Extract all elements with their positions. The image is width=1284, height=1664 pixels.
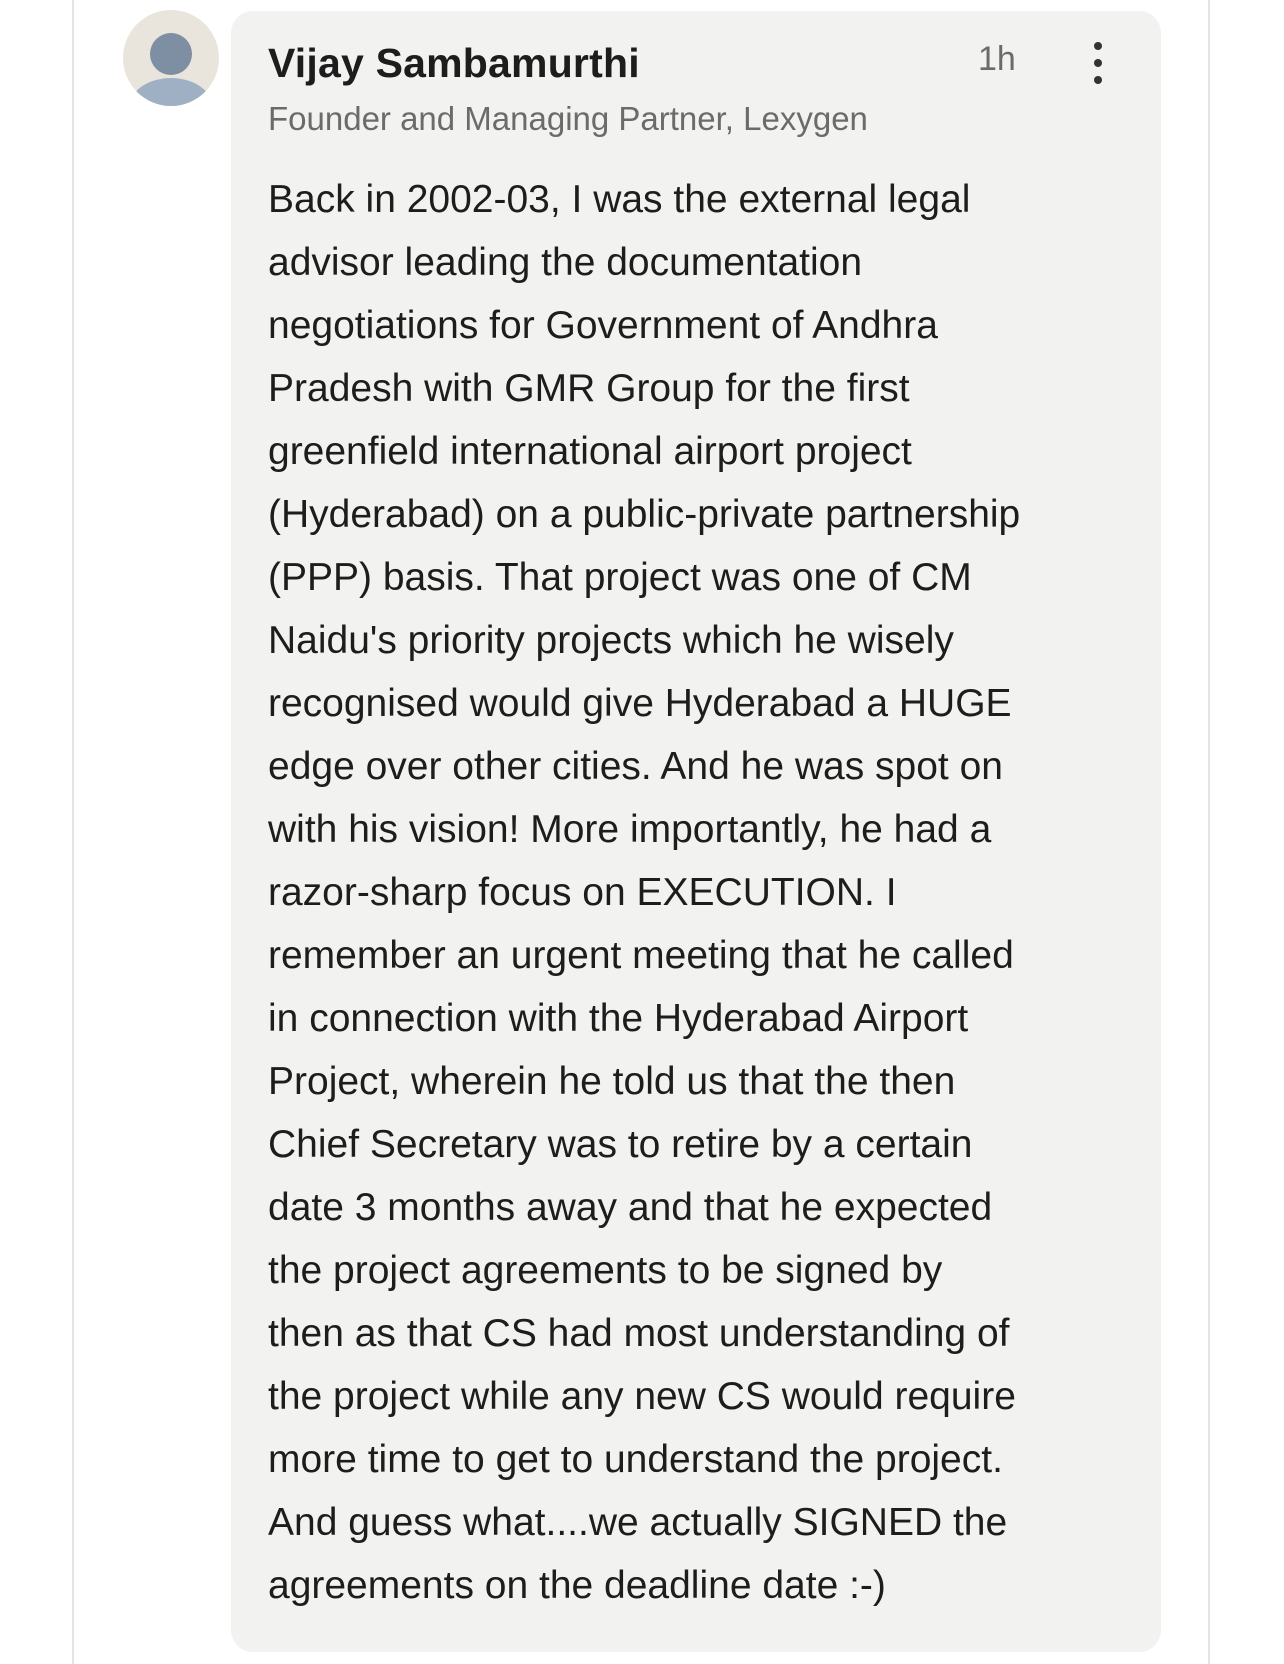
comment-line: Chief Secretary was to retire by a certain bbox=[268, 1123, 973, 1166]
comment-line: remember an urgent meeting that he called bbox=[268, 934, 1014, 977]
left-frame-border bbox=[72, 0, 74, 1664]
comment-line: greenfield international airport project bbox=[268, 430, 912, 473]
author-name[interactable]: Vijay Sambamurthi bbox=[268, 40, 640, 86]
comment-line: in connection with the Hyderabad Airport bbox=[268, 997, 969, 1040]
comment-line: Naidu's priority projects which he wisely bbox=[268, 619, 954, 662]
comment-line: razor-sharp focus on EXECUTION. I bbox=[268, 871, 897, 914]
default-person-icon bbox=[123, 10, 219, 106]
avatar[interactable] bbox=[123, 10, 219, 106]
comment-line: the project agreements to be signed by bbox=[268, 1249, 943, 1292]
comment-line: date 3 months away and that he expected bbox=[268, 1186, 993, 1229]
comment-line: more time to get to understand the project. bbox=[268, 1438, 1003, 1481]
comment-line: Pradesh with GMR Group for the first bbox=[268, 367, 910, 410]
comment-line: then as that CS had most understanding of bbox=[268, 1312, 1010, 1355]
comment-line: Back in 2002-03, I was the external legal bbox=[268, 178, 971, 221]
comment-line: And guess what....we actually SIGNED the bbox=[268, 1501, 1008, 1544]
comment-line: (PPP) basis. That project was one of CM bbox=[268, 556, 972, 599]
more-vertical-icon-dot bbox=[1094, 76, 1102, 84]
comment-line: recognised would give Hyderabad a HUGE bbox=[268, 682, 1012, 725]
comment-line: agreements on the deadline date :-) bbox=[268, 1564, 886, 1607]
comment-line: with his vision! More importantly, he had a bbox=[268, 808, 992, 851]
comment-line: advisor leading the documentation bbox=[268, 241, 863, 284]
comment-line: negotiations for Government of Andhra bbox=[268, 304, 938, 347]
more-options-button[interactable] bbox=[1080, 38, 1116, 88]
comment-line: edge over other cities. And he was spot on bbox=[268, 745, 1003, 788]
comment-line: the project while any new CS would require bbox=[268, 1375, 1016, 1418]
more-vertical-icon-dot bbox=[1094, 59, 1102, 67]
comment-line: Project, wherein he told us that the then bbox=[268, 1060, 956, 1103]
more-vertical-icon bbox=[1094, 42, 1102, 50]
author-headline: Founder and Managing Partner, Lexygen bbox=[268, 100, 868, 137]
right-frame-border bbox=[1208, 0, 1210, 1664]
comment-timestamp: 1h bbox=[978, 40, 1016, 78]
comment-line: (Hyderabad) on a public-private partnership bbox=[268, 493, 1021, 536]
comment-text bbox=[268, 168, 1148, 1617]
